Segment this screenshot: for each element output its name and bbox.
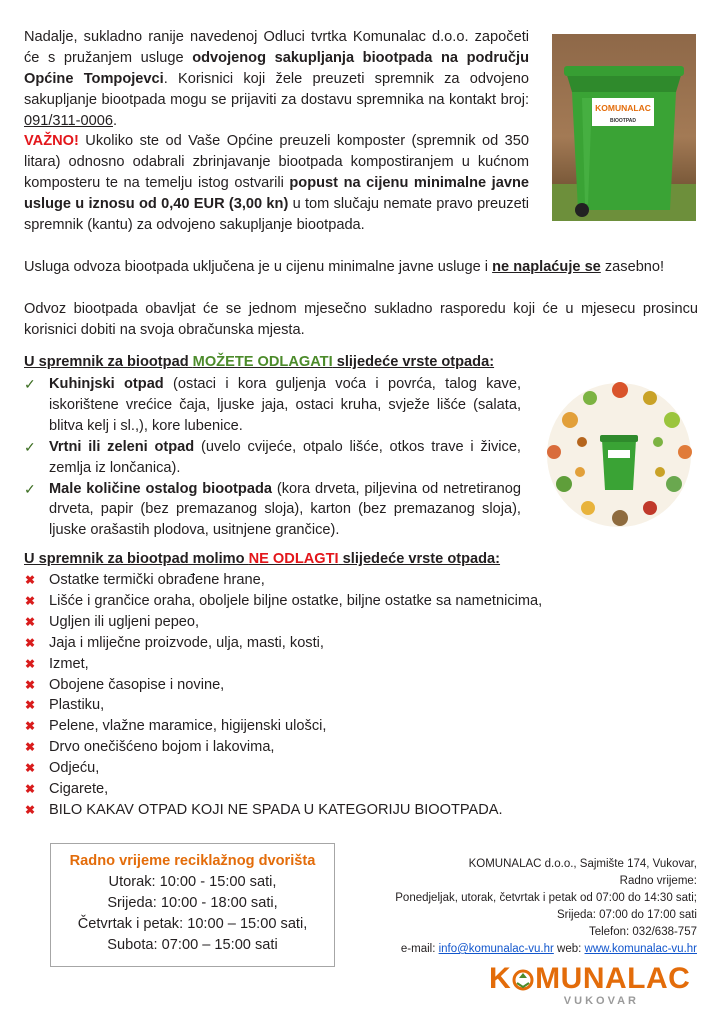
recycling-hours-box <box>50 843 335 967</box>
bin-photo <box>552 34 696 221</box>
recycle-icon <box>512 966 534 988</box>
cross-icon: ✖ <box>25 573 36 587</box>
allowed-item: ✓ Vrtni ili zeleni otpad (uvelo cvijeće, otpalo lišće, otkos trave i živice, zemlja iz lončanica). <box>24 438 521 476</box>
allowed-heading: U spremnik za biootpad MOŽETE ODLAGATI slijedeće vrste otpada: <box>24 354 495 370</box>
contact-phone[interactable]: 091/311-0006 <box>24 112 113 129</box>
forbidden-heading: U spremnik za biootpad molimo NE ODLAGTI slijedeće vrste otpada: <box>24 551 501 567</box>
forbidden-item: ✖ Ostatke termički obrađene hrane, <box>24 570 684 591</box>
biowaste-illustration <box>540 380 698 530</box>
forbidden-item: ✖ Ugljen ili ugljeni pepeo, <box>24 612 684 633</box>
contact-info: KOMUNALAC d.o.o., Sajmište 174, Vukovar, Radno vrijeme: Ponedjeljak, utorak, četvrtak i petak od 07:00 do 14:30 sati; Srijeda: 07:00 do 17:00 sati Telefon: 032/638-757 e-mail: info@komunalac-vu.hr web: www.komunalac-vu.hr <box>395 858 697 955</box>
forbidden-item: ✖ Lišće i grančice oraha, oboljele biljne ostatke, biljne ostatke sa nametnicima, <box>24 591 684 612</box>
forbidden-item: ✖ Pelene, vlažne maramice, higijenski ulošci, <box>24 716 684 737</box>
allowed-list <box>24 374 521 541</box>
cross-icon: ✖ <box>25 635 36 650</box>
cross-icon: ✖ <box>25 761 36 776</box>
green-bin-icon <box>552 34 696 221</box>
komunalac-logo: K MUNALAC VUKOVAR <box>489 962 691 1007</box>
email-link[interactable]: info@komunalac-vu.hr <box>438 943 554 955</box>
service-highlight: odvojenog sakupljanja biootpada na području Općine Tompojevci <box>24 49 530 87</box>
web-link[interactable]: www.komunalac-vu.hr <box>584 943 697 955</box>
forbidden-list <box>24 570 684 821</box>
important-label: VAŽNO! <box>24 133 79 149</box>
forbidden-item: ✖ Drvo onečišćeno bojom i lakovima, <box>24 737 684 758</box>
cross-icon: ✖ <box>25 656 36 671</box>
cross-icon: ✖ <box>25 593 36 608</box>
intro-paragraph-4: Odvoz biootpada obavljat će se jednom mjesečno sukladno rasporedu koji će u mjesecu prosincu korisnici dobiti na svoja obračunska mjesta. <box>24 301 698 338</box>
cross-icon: ✖ <box>25 740 36 755</box>
allowed-item: ✓ Male količine ostalog biootpada (kora drveta, piljevina od netretiranog drveta, papir (bez premazanog sloja), karton (bez premazanog sloja), ljuske orašastih plodova, usitnjene grančice). <box>24 480 521 539</box>
cross-icon: ✖ <box>25 677 36 692</box>
bin-label: KOMUNALAC <box>595 103 651 113</box>
hours-line: Srijeda: 10:00 - 18:00 sati, <box>107 895 278 911</box>
cross-icon: ✖ <box>25 698 36 713</box>
bin-sublabel: BIOOTPAD <box>609 118 637 124</box>
allowed-item: ✓ Kuhinjski otpad (ostaci i kora guljenja voća i povrća, talog kave, iskorištene vrećice čaja, ljuske jaja, ostaci kruha, svježe lišće (salata, blitva kelj i sl.,), kore lubenice. <box>24 376 522 434</box>
forbidden-item: ✖ Jaja i mliječne proizvode, ulja, masti, kosti, <box>24 633 684 654</box>
cross-icon: ✖ <box>25 782 36 797</box>
forbidden-item: ✖ Izmet, <box>24 654 684 675</box>
intro-paragraph-2: VAŽNO! Ukoliko ste od Vaše Općine preuzeli komposter (spremnik od 350 litara) odnosno odabrali zbrinjavanje biootpada kompostiranjem u kućnom komposteru te na temelju istog ostvarili popust na cijenu minimalne javne usluge u iznosu od 0,40 EUR (3,00 kn) u tom slučaju nemate pravo preuzeti spremnik (kantu) za odvojeno sakupljanje biootpada. <box>24 133 529 233</box>
hours-line: Četvrtak i petak: 10:00 – 15:00 sati, <box>77 916 308 932</box>
forbidden-item: ✖ Plastiku, <box>24 695 684 716</box>
cross-icon: ✖ <box>25 719 36 734</box>
hours-line: Subota: 07:00 – 15:00 sati <box>107 937 278 953</box>
intro-paragraph-3: Usluga odvoza biootpada uključena je u cijenu minimalne javne usluge i ne naplaćuje se zasebno! <box>24 259 665 275</box>
forbidden-item: ✖ BILO KAKAV OTPAD KOJI NE SPADA U KATEGORIJU BIOOTPADA. <box>24 800 684 821</box>
check-icon: ✓ <box>24 480 36 497</box>
forbidden-item: ✖ Odjeću, <box>24 758 684 779</box>
forbidden-item: ✖ Cigarete, <box>24 779 684 800</box>
check-icon: ✓ <box>24 376 36 392</box>
cross-icon: ✖ <box>25 614 36 629</box>
food-circle-icon <box>540 380 698 530</box>
forbidden-item: ✖ Obojene časopise i novine, <box>24 675 684 696</box>
recycling-hours-title: Radno vrijeme reciklažnog dvorišta <box>69 853 316 869</box>
free-of-charge: ne naplaćuje se <box>492 259 601 275</box>
intro-paragraph-1: Nadalje, sukladno ranije navedenoj Odluci tvrtka Komunalac d.o.o. započeti će s pružanjem usluge odvojenog sakupljanja biootpada na području Općine Tompojevci. Korisnici koji žele preuzeti spremnik za odvojeno sakupljanje biootpada mogu se prijaviti za dostavu spremnika na kontakt broj: 091/311-0006. <box>24 29 530 129</box>
check-icon: ✓ <box>24 438 36 455</box>
hours-line: Utorak: 10:00 - 15:00 sati, <box>108 874 277 890</box>
discount-highlight: popust na cijenu minimalne javne usluge u iznosu od 0,40 EUR (3,00 kn) <box>24 174 529 212</box>
cross-icon: ✖ <box>25 802 36 817</box>
